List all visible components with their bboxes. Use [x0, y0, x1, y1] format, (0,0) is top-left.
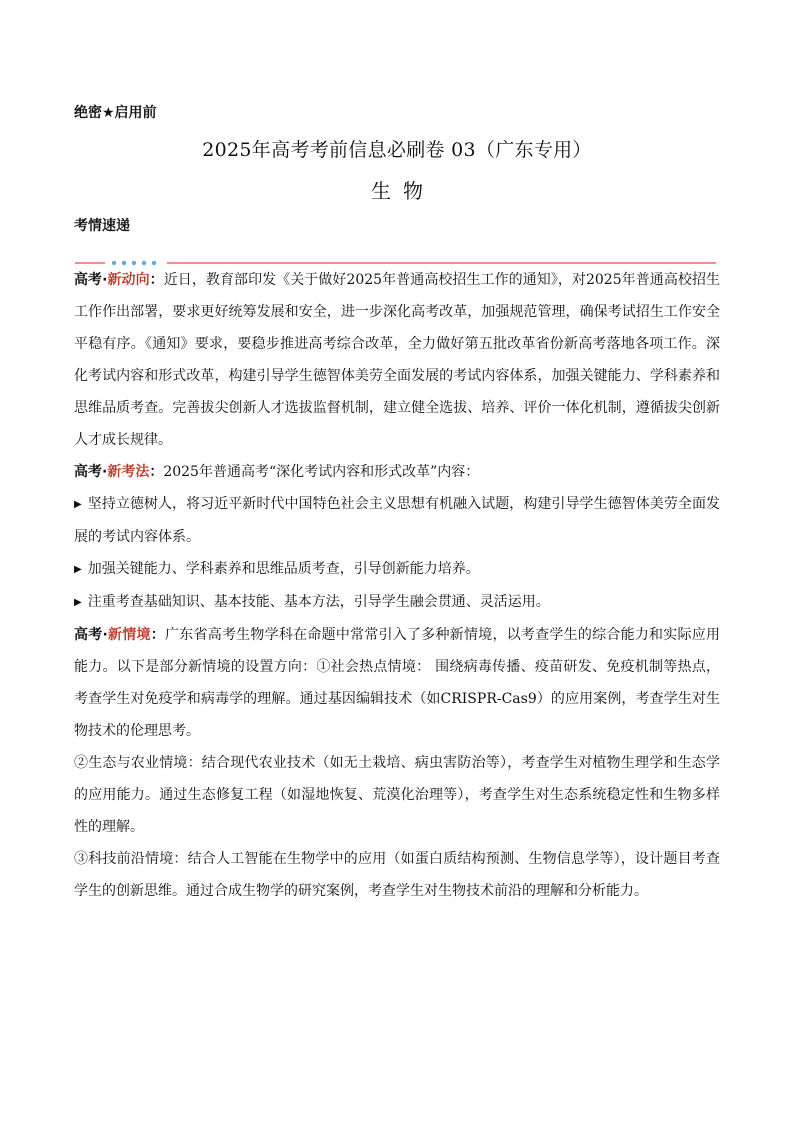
bullet-item: ▶ 坚持立德树人，将习近平新时代中国特色社会主义思想有机融入试题，构建引导学生德智体美劳全面发展的考试内容体系。	[74, 496, 720, 545]
new-trend-text: 近日，教育部印发《关于做好2025年普通高校招生工作的通知》，对2025年普通高校招生工作作出部署，要求更好统筹发展和安全，进一步深化高考改革，加强规范管理，确保考试招生工作安全平稳有序。《通知》要求，要稳步推进高考综合改革，全力做好第五批改革省份新高考落地各项工作。深化考试内容和形式改革，构建引导学生德智体美劳全面发展的考试内容体系，加强关键能力、学科素养和思维品质考查。完善拔尖创新人才选拔监督机制，建立健全选拔、培养、评价一体化机制，遵循拔尖创新人才成长规律。	[74, 272, 721, 448]
subject-heading: 生物	[371, 179, 435, 203]
scenario-paragraph: ②生态与农业情境：结合现代农业技术（如无土栽培、病虫害防治等），考查学生对植物生理学和生态学的应用能力。通过生态修复工程（如湿地恢复、荒漠化治理等），考查学生对生态系统稳定性和生物多样性的理解。	[74, 755, 720, 835]
triangle-bullet-icon: ▶	[74, 597, 82, 608]
new-method-text: 2025年普通高考“深化考试内容和形式改革”内容：	[163, 464, 480, 480]
bullet-item: ▶ 注重考查基础知识、基本技能、基本方法，引导学生融会贯通、灵活运用。	[74, 594, 550, 610]
scenario-paragraph: ③科技前沿情境：结合人工智能在生物学中的应用（如蛋白质结构预测、生物信息学等），设计题目考查学生的创新思维。通过合成生物学的研究案例，考查学生对生物技术前沿的理解和分析能力。	[74, 851, 720, 899]
new-scenario-text: 广东省高考生物学科在命题中常常引入了多种新情境，以考查学生的综合能力和实际应用能力。以下是部分新情境的设置方向：①社会热点情境： 围绕病毒传播、疫苗研发、免疫机制等热点，考查学生对免疫学和病毒学的理解。通过基因编辑技术（如CRISPR-Cas9）的应用案例，考查学生对生物技术的伦理思考。	[74, 627, 721, 739]
secret-label: 绝密★启用前	[74, 105, 157, 121]
content-body	[74, 258, 720, 907]
page-title: 2025年高考考前信息必刷卷 03（广东专用）	[202, 139, 592, 161]
triangle-bullet-icon: ▶	[74, 564, 82, 575]
new-trend-tag: 高考·新动向：	[74, 272, 164, 288]
new-method-paragraph	[74, 456, 720, 488]
section-label: 考情速递	[74, 218, 130, 234]
new-trend-paragraph	[74, 264, 720, 456]
new-method-tag: 高考·新考法：	[74, 464, 164, 480]
bullet-item: ▶ 加强关键能力、学科素养和思维品质考查，引导创新能力培养。	[74, 561, 480, 577]
triangle-bullet-icon: ▶	[74, 499, 82, 510]
new-scenario-paragraph	[74, 619, 720, 747]
new-scenario-tag: 高考·新情境：	[74, 627, 165, 643]
